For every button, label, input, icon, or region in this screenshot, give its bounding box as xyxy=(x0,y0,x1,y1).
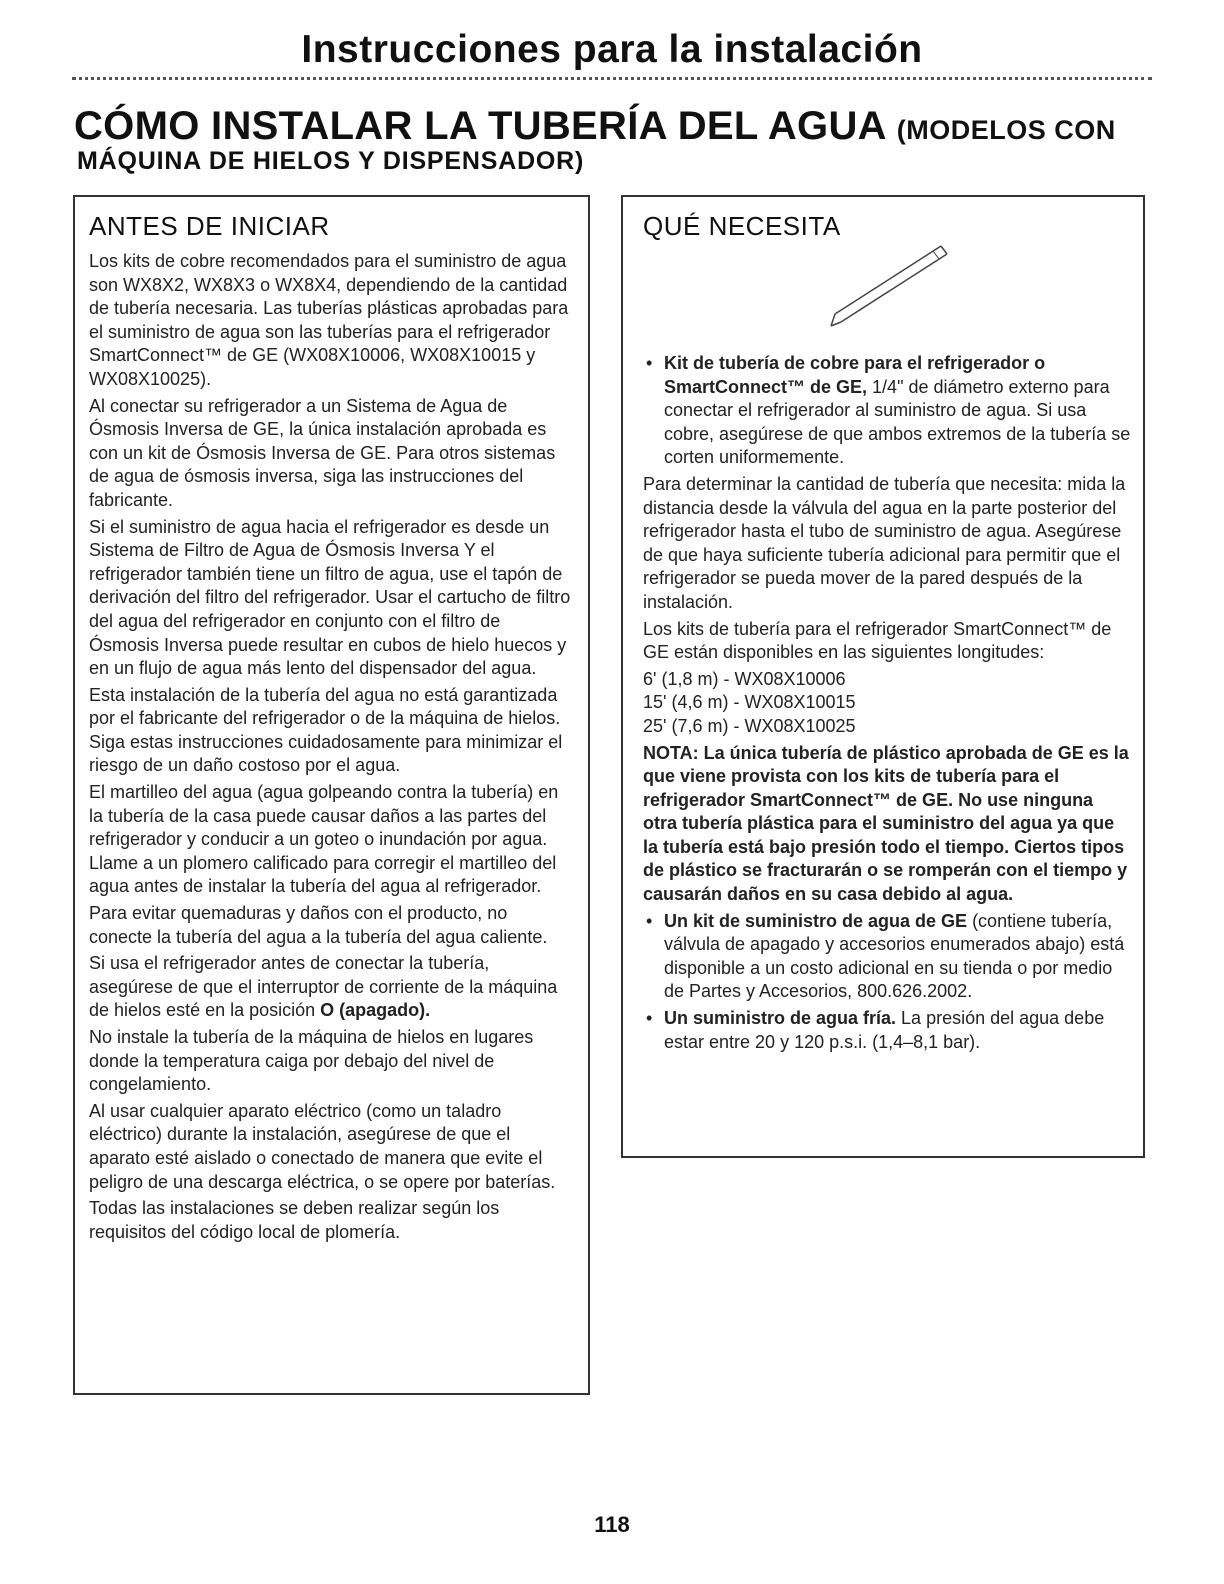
header-divider xyxy=(72,77,1152,80)
antes-paragraph: Para evitar quemaduras y daños con el producto, no conecte la tubería del agua a la tubería del agua caliente. xyxy=(89,903,548,947)
que-length-item: 6' (1,8 m) - WX08X10006 xyxy=(643,668,846,689)
antes-de-iniciar-box xyxy=(73,195,590,1395)
que-body xyxy=(643,352,1131,1054)
antes-paragraph: Todas las instalaciones se deben realizar según los requisitos del código local de plomería. xyxy=(89,1198,500,1242)
pen-illustration xyxy=(643,250,1131,352)
antes-body xyxy=(89,250,572,1244)
que-bullet-item xyxy=(643,352,1131,470)
que-heading: QUÉ NECESITA xyxy=(643,211,841,241)
antes-paragraph: Los kits de cobre recomendados para el suministro de agua son WX8X2, WX8X3 o WX8X4, dependiendo de la cantidad de tubería necesaria. Las tuberías plásticas aprobadas para el suministro de agua son las tuberías para el refrigerador SmartConnect™ de GE (WX08X10006, WX08X10015 y WX08X10025). xyxy=(89,251,569,389)
section-title-main: CÓMO INSTALAR LA TUBERÍA DEL AGUA xyxy=(74,104,897,148)
que-b1-bold: Kit de tubería de cobre para el refrigerador o SmartConnect™ de GE, xyxy=(664,353,1046,397)
que-note: NOTA: La única tubería de plástico aprobada de GE es la que viene provista con los kits de tubería para el refrigerador SmartConnect™ de GE. No use ninguna otra tubería plástica para el suministro del agua ya que la tubería está bajo presión todo el tiempo. Ciertos tipos de plástico se fracturarán o se romperán con el tiempo y causarán daños en su casa debido al agua. xyxy=(643,742,1129,905)
que-b2-bold: Un kit de suministro de agua de GE xyxy=(664,910,968,931)
que-bullet-item xyxy=(643,910,1131,1004)
que-b3-text: La presión del agua debe estar entre 20 y 120 p.s.i. (1,4–8,1 bar). xyxy=(664,1008,1105,1052)
page-header-title: Instrucciones para la instalación xyxy=(301,28,923,71)
antes-paragraph: Al conectar su refrigerador a un Sistema de Agua de Ósmosis Inversa de GE, la única instalación aprobada es con un kit de Ósmosis Inversa de GE. Para otros sistemas de agua de ósmosis inversa, siga las instrucciones del fabricante. xyxy=(89,395,556,510)
antes-paragraph xyxy=(89,952,572,1023)
antes-paragraph: El martilleo del agua (agua golpeando contra la tubería) en la tubería de la casa puede causar daños a las partes del refrigerador y conducir a un goteo o inundación por agua. Llame a un plomero calificado para corregir el martilleo del agua antes de instalar la tubería del agua al refrigerador. xyxy=(89,782,559,897)
antes-heading: ANTES DE INICIAR xyxy=(89,211,330,241)
section-title xyxy=(74,104,1116,149)
que-b1-text: 1/4" de diámetro externo para conectar el refrigerador al suministro de agua. Si usa cobre, asegúrese de que ambos extremos de la tubería se corten uniformemente. xyxy=(664,376,1131,468)
section-title-small: (MODELOS CON xyxy=(896,115,1116,145)
que-length-item: 25' (7,6 m) - WX08X10025 xyxy=(643,715,856,736)
que-b2-text: (contiene tubería, válvula de apagado y accesorios enumerados abajo) está disponible a un costo adicional en su tienda o por medio de Partes y Accesorios, 800.626.2002. xyxy=(664,910,1125,1002)
antes-p7-bold: O (apagado). xyxy=(320,1000,431,1021)
que-paragraph: Los kits de tubería para el refrigerador SmartConnect™ de GE están disponibles en las siguientes longitudes: xyxy=(643,618,1112,663)
que-b3-bold: Un suministro de agua fría. xyxy=(664,1008,897,1029)
que-length-item: 15' (4,6 m) - WX08X10015 xyxy=(643,692,856,713)
section-subtitle: MÁQUINA DE HIELOS Y DISPENSADOR) xyxy=(77,147,585,175)
que-necesita-box xyxy=(621,195,1145,1158)
page-number: 118 xyxy=(594,1512,630,1537)
antes-p7-text: Si usa el refrigerador antes de conectar la tubería, asegúrese de que el interruptor de corriente de la máquina de hielos esté en la posición xyxy=(89,953,558,1021)
que-bullet-item xyxy=(643,1007,1131,1054)
antes-paragraph: No instale la tubería de la máquina de hielos en lugares donde la temperatura caiga por debajo del nivel de congelamiento. xyxy=(89,1027,534,1095)
antes-paragraph: Si el suministro de agua hacia el refrigerador es desde un Sistema de Filtro de Agua de Ósmosis Inversa Y el refrigerador también tiene un filtro de agua, use el tapón de derivación del filtro del refrigerador. Usar el cartucho de filtro del agua del refrigerador en conjunto con el filtro de Ósmosis Inversa puede resultar en cubos de hielo huecos y en un flujo de agua más lento del dispensador del agua. xyxy=(89,516,571,679)
antes-paragraph: Al usar cualquier aparato eléctrico (como un taladro eléctrico) durante la instalación, asegúrese de que el aparato esté aislado o conectado de manera que evite el peligro de una descarga eléctrica, o se opere por baterías. xyxy=(89,1100,556,1192)
que-paragraph: Para determinar la cantidad de tubería que necesita: mida la distancia desde la válvula del agua en la parte posterior del refrigerador hasta el tubo de suministro de agua. Asegúrese de que haya suficiente tubería adicional para permitir que el refrigerador se pueda mover de la pared después de la instalación. xyxy=(643,473,1126,612)
antes-paragraph: Esta instalación de la tubería del agua no está garantizada por el fabricante del refrigerador o de la máquina de hielos. Siga estas instrucciones cuidadosamente para minimizar el riesgo de un daño costoso por el agua. xyxy=(89,684,563,776)
pencil-icon xyxy=(823,236,963,331)
